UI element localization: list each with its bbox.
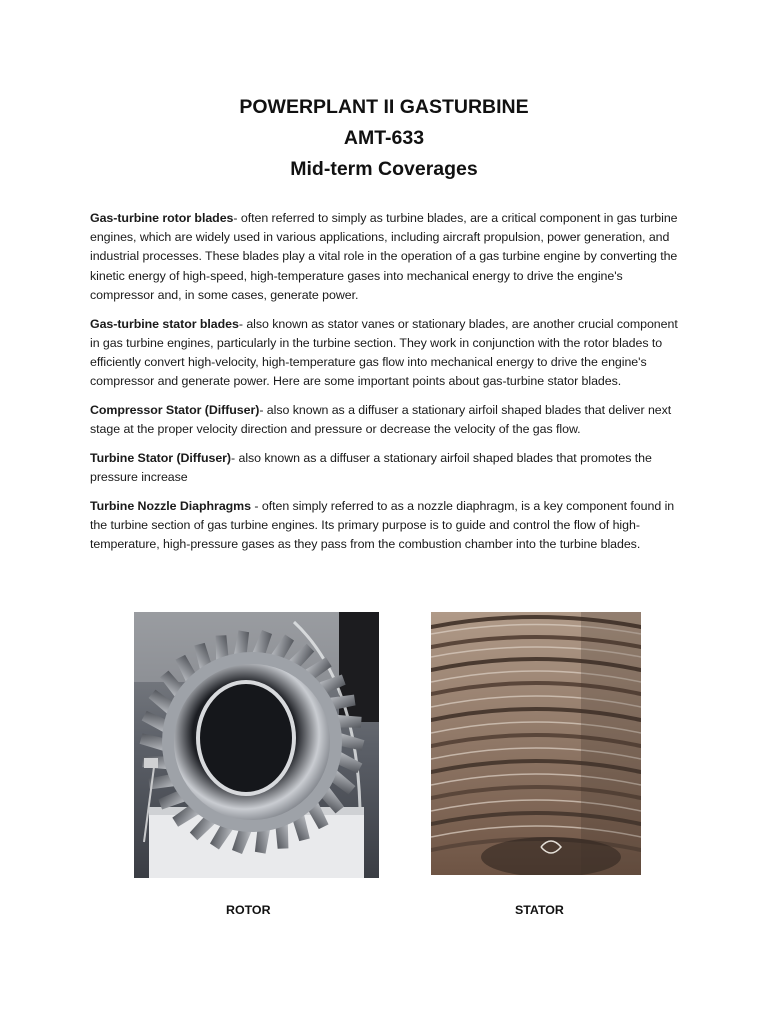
term-rotor-blades: Gas-turbine rotor blades [90,211,234,225]
stator-illustration [431,612,641,875]
definition-stator-blades: - also known as stator vanes or stationary blades, are another crucial component in gas turbine engines, particularly in the turbine section. They work in conjunction with the rotor blades to efficiently convert high-velocity, high-temperature gas flow into mechanical energy to drive the engine's compressor and generate power. Here are some important points about gas-turbine stator blades. [90,316,678,389]
rotor-illustration [134,612,379,878]
stator-image [431,612,641,875]
document-title: POWERPLANT II GASTURBINE [239,96,529,118]
paragraph-rotor-blades [90,209,686,305]
definition-rotor-blades: - often referred to simply as turbine blades, are a critical component in gas turbine engines, which are widely used in various applications, including aircraft propulsion, power generation, and industrial processes. These blades play a vital role in the operation of a gas turbine engine by converting the kinetic energy of high-speed, high-temperature gases into mechanical energy to drive the engine's compressor and, in some cases, generate power. [90,211,678,302]
body-text [90,209,686,564]
paragraph-stator-blades [90,315,686,392]
definition-compressor-stator: - also known as a diffuser a stationary airfoil shaped blades that deliver next stage at the proper velocity direction and pressure or decrease the velocity of the gas flow. [90,403,672,437]
term-turbine-stator: Turbine Stator (Diffuser) [90,451,232,466]
term-compressor-stator: Compressor Stator (Diffuser) [90,403,260,418]
title-block [0,92,768,185]
definition-nozzle-diaphragms: - often simply referred to as a nozzle diaphragm, is a key component found in the turbine section of gas turbine engines. Its primary purpose is to guide and control the flow of high-temperature, high-pressure gases as they pass from the combustion chamber into the turbine blades. [90,499,675,552]
definition-turbine-stator: - also known as a diffuser a stationary airfoil shaped blades that promotes the pressure increase [90,451,652,485]
paragraph-nozzle-diaphragms [90,497,686,555]
document-subtitle: Mid-term Coverages [290,158,478,180]
term-stator-blades: Gas-turbine stator blades [90,316,239,331]
paragraph-compressor-stator [90,401,686,439]
term-nozzle-diaphragms: Turbine Nozzle Diaphragms [90,499,251,514]
rotor-image [134,612,379,878]
course-code: AMT-633 [343,127,425,149]
stator-caption: STATOR [515,903,564,917]
rotor-caption: ROTOR [226,903,271,917]
paragraph-turbine-stator [90,449,686,487]
